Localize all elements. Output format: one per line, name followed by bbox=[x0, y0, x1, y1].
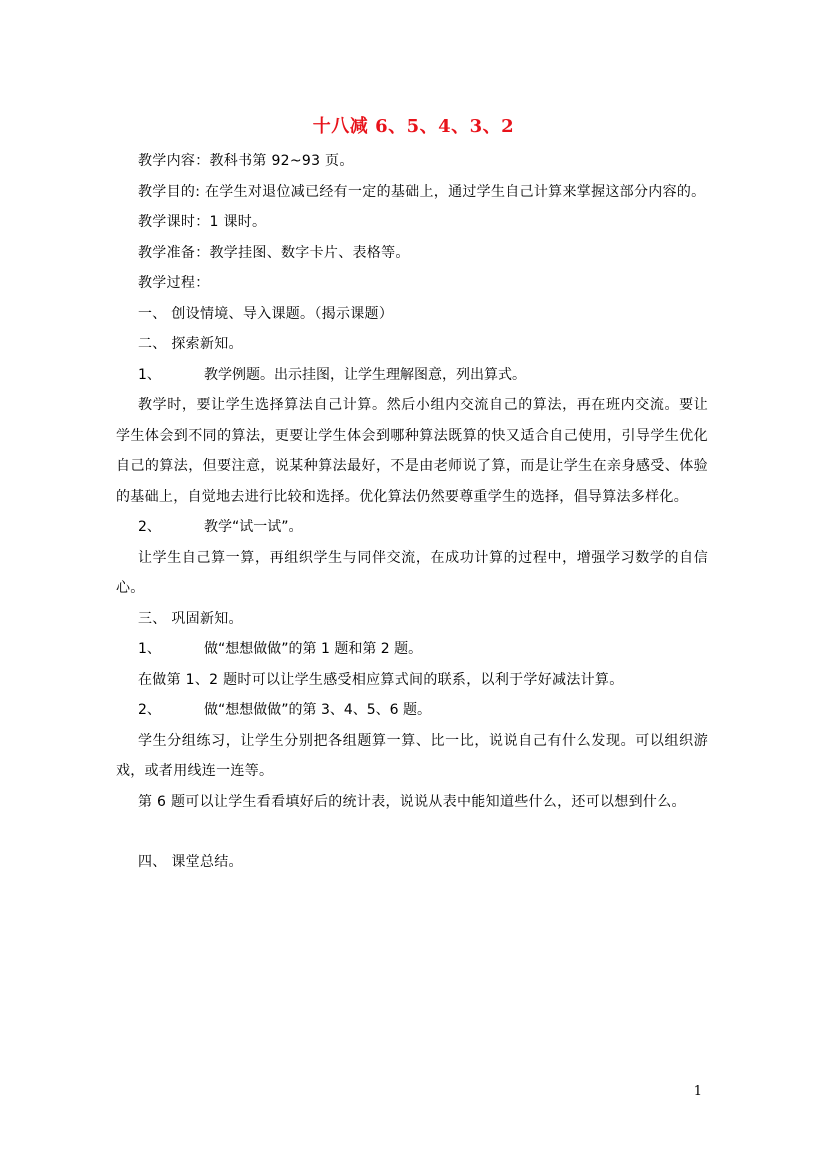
blank-line bbox=[116, 817, 708, 847]
item-text: 教学“试一试”。 bbox=[204, 519, 303, 535]
item-number: 2、 bbox=[138, 519, 161, 535]
section-heading-3: 三、 巩固新知。 bbox=[138, 610, 243, 627]
paragraph-questions-1-2: 在做第 1、2 题时可以让学生感受相应算式间的联系，以利于学好减法计算。 bbox=[138, 671, 624, 688]
list-item bbox=[116, 695, 708, 726]
paragraph-question-6: 第 6 题可以让学生看看填好后的统计表，说说从表中能知道些什么，还可以想到什么。 bbox=[138, 793, 686, 810]
section-heading-4: 四、 课堂总结。 bbox=[138, 854, 243, 870]
document-body bbox=[116, 146, 708, 878]
item-text: 教学例题。出示挂图，让学生理解图意，列出算式。 bbox=[204, 366, 526, 383]
item-number: 1、 bbox=[138, 641, 161, 657]
item-number: 2、 bbox=[138, 702, 161, 718]
teaching-preparation: 教学准备：教学挂图、数字卡片、表格等。 bbox=[138, 244, 410, 261]
page-number: 1 bbox=[693, 1084, 702, 1099]
paragraph-try: 让学生自己算一算，再组织学生与同伴交流，在成功计算的过程中，增强学习数学的自信心。 bbox=[116, 549, 708, 596]
list-item bbox=[116, 634, 708, 665]
item-number: 1、 bbox=[138, 366, 161, 383]
list-item bbox=[116, 360, 708, 391]
teaching-purpose: 教学目的: 在学生对退位减已经有一定的基础上，通过学生自己计算来掌握这部分内容的。 bbox=[138, 183, 706, 200]
teaching-content: 教学内容：教科书第 92~93 页。 bbox=[138, 153, 354, 169]
teaching-process-label: 教学过程： bbox=[138, 275, 210, 291]
item-text: 做“想想做做”的第 3、4、5、6 题。 bbox=[204, 702, 432, 718]
section-heading-1: 一、 创设情境、导入课题。（揭示课题） bbox=[138, 305, 394, 322]
teaching-hours: 教学课时：1 课时。 bbox=[138, 214, 267, 230]
document-title: 十八减 6、5、4、3、2 bbox=[312, 116, 515, 137]
list-item bbox=[116, 512, 708, 543]
paragraph-teaching: 教学时，要让学生选择算法自己计算。然后小组内交流自己的算法，再在班内交流。要让学生体会到不同的算法，更要让学生体会到哪种算法既算的快又适合自己使用，引导学生优化自己的算法，但要注意，说某种算法最好，不是由老师说了算，而是让学生在亲身感受、体验的基础上，自觉地去进行比较和选择。优化算法仍然要尊重学生的选择，倡导算法多样化。 bbox=[116, 397, 708, 505]
item-text: 做“想想做做”的第 1 题和第 2 题。 bbox=[204, 641, 423, 657]
section-heading-2: 二、 探索新知。 bbox=[138, 336, 243, 352]
paragraph-group-practice: 学生分组练习，让学生分别把各组题算一算、比一比，说说自己有什么发现。可以组织游戏，或者用线连一连等。 bbox=[116, 732, 708, 779]
